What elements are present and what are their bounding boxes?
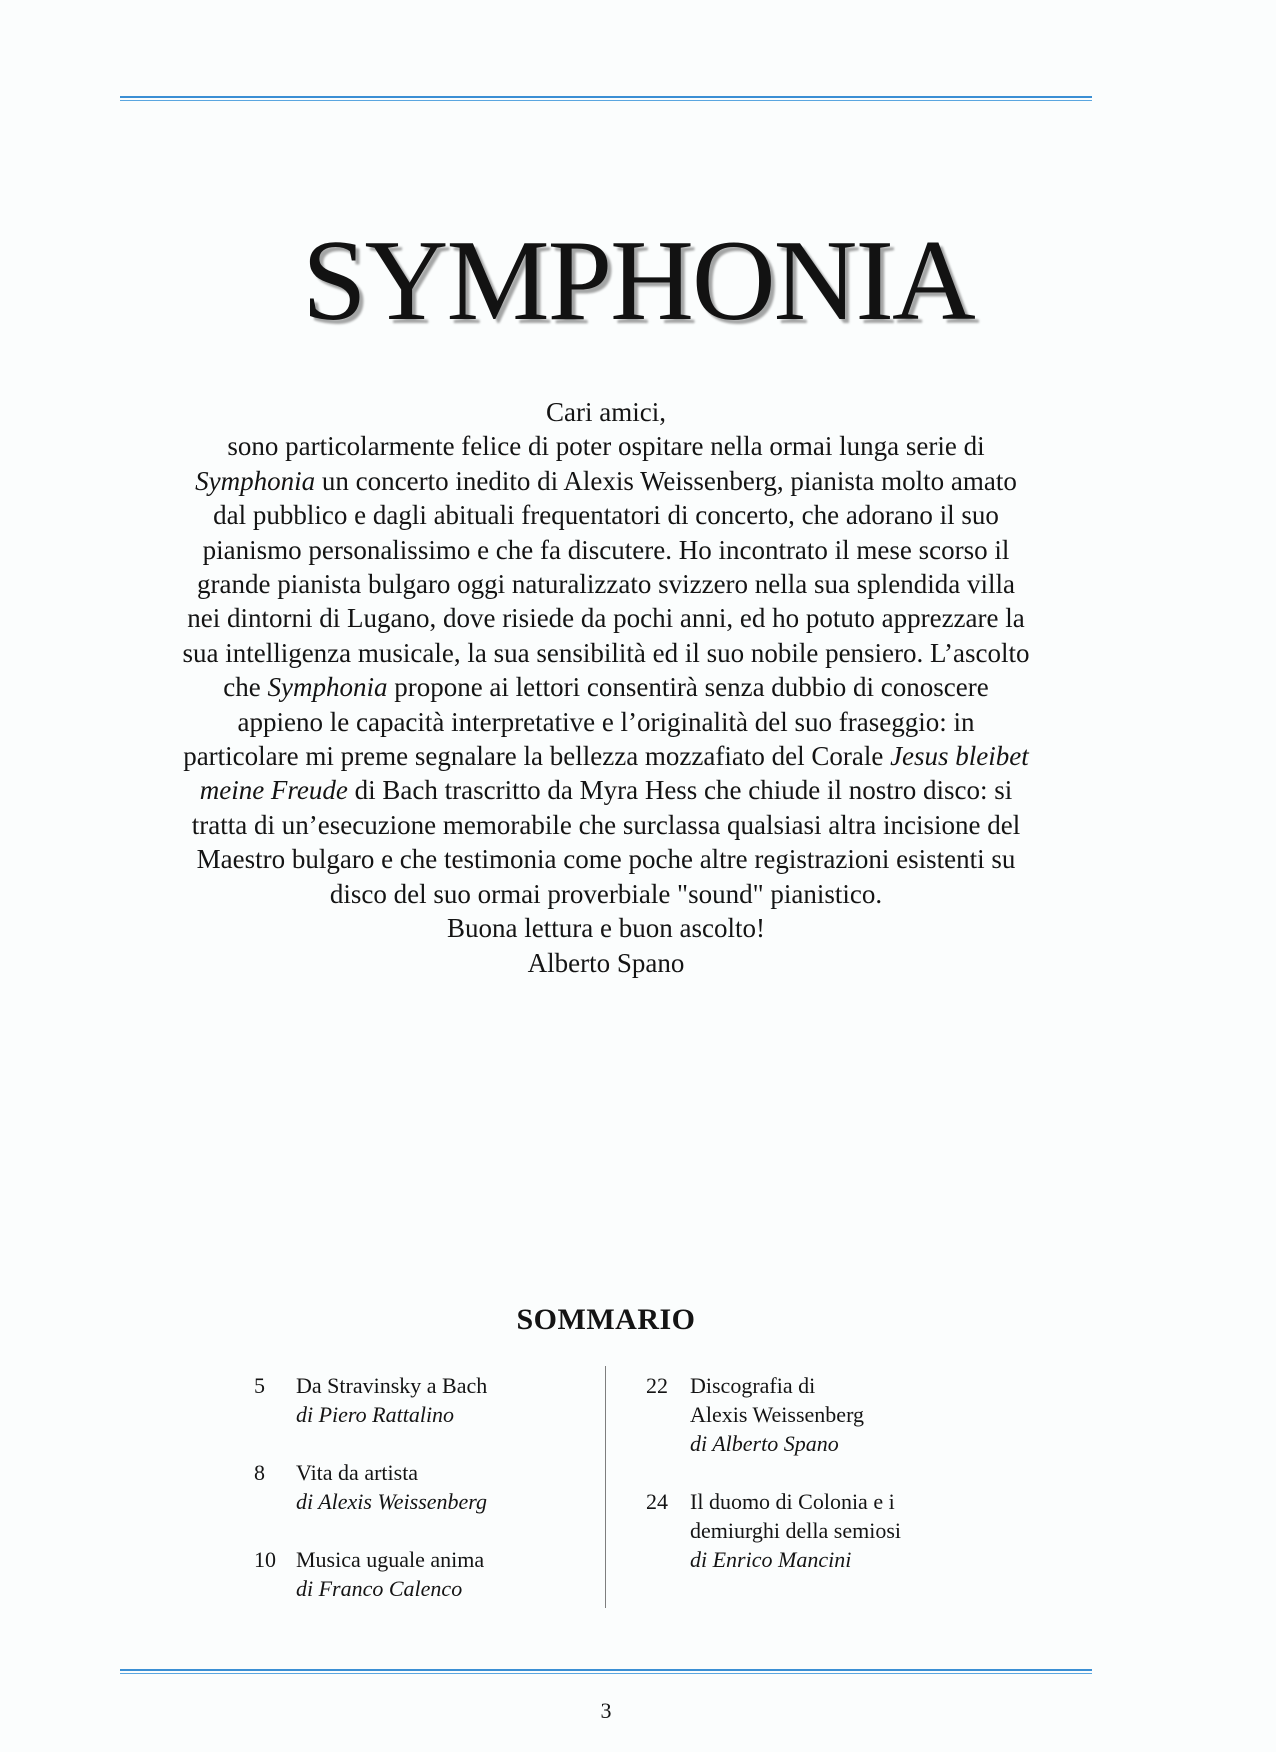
bottom-rule-line — [120, 1669, 1092, 1671]
letter-line: meine Freude di Bach trascritto da Myra Hess che chiude il nostro disco: si — [199, 775, 1013, 806]
toc-page-number: 22 — [646, 1373, 668, 1398]
letter-greeting: Cari amici, — [546, 397, 666, 427]
top-rule-line-thin — [120, 100, 1092, 101]
chorale-title: meine Freude — [199, 775, 348, 806]
masthead-title: SYMPHONIA — [302, 217, 974, 345]
letter-signature: Alberto Spano — [527, 947, 685, 978]
toc-entry-author: di Enrico Mancini — [690, 1547, 852, 1572]
toc-entry-title: Il duomo di Colonia e i — [690, 1489, 895, 1514]
toc-left-column — [252, 1371, 592, 1632]
letter-line: sono particolarmente felice di poter ospitare nella ormai lunga serie di — [227, 431, 985, 462]
letter-line: tratta di un’esecuzione memorabile che surclassa qualsiasi altra incisione del — [191, 809, 1021, 840]
toc-entry[interactable] — [252, 1371, 592, 1429]
bottom-rule — [120, 1669, 1092, 1675]
toc-entry-title: Discografia di — [690, 1373, 816, 1398]
top-rule-line — [120, 96, 1092, 98]
chorale-title: Jesus bleibet — [890, 741, 1029, 772]
toc-entry-author: di Piero Rattalino — [296, 1402, 455, 1427]
toc-entry[interactable] — [646, 1487, 946, 1574]
letter-line: disco del suo ormai proverbiale "sound" pianistico. — [329, 878, 883, 909]
toc-page-number: 8 — [254, 1460, 265, 1485]
toc-entry-title: Alexis Weissenberg — [690, 1402, 865, 1427]
bottom-rule-line-thin — [120, 1673, 1092, 1674]
letter-line: che Symphonia propone ai lettori consentirà senza dubbio di conoscere — [223, 672, 989, 703]
magazine-name: Symphonia — [267, 672, 388, 703]
letter-line: dal pubblico e dagli abituali frequentatori di concerto, che adorano il suo — [213, 500, 999, 531]
toc-entry-title: Musica uguale anima — [296, 1547, 485, 1572]
editor-letter — [124, 395, 1088, 980]
toc-title: SOMMARIO — [516, 1303, 696, 1336]
toc-entry-author: di Franco Calenco — [296, 1576, 463, 1601]
letter-line: pianismo personalissimo e che fa discutere. Ho incontrato il mese scorso il — [202, 534, 1010, 565]
toc-entry[interactable] — [252, 1458, 592, 1516]
letter-line: grande pianista bulgaro oggi naturalizzato svizzero nella sua splendida villa — [197, 569, 1015, 600]
toc-entry[interactable] — [252, 1545, 592, 1603]
letter-line: Maestro bulgaro e che testimonia come poche altre registrazioni esistenti su — [196, 844, 1016, 875]
toc-entry-title: Da Stravinsky a Bach — [296, 1373, 488, 1398]
letter-line: appieno le capacità interpretative e l’originalità del suo fraseggio: in — [237, 706, 975, 737]
toc-page-number: 24 — [646, 1489, 668, 1514]
toc-entry[interactable] — [646, 1371, 946, 1458]
top-rule — [120, 96, 1092, 102]
letter-line: Symphonia un concerto inedito di Alexis Weissenberg, pianista molto amato — [195, 465, 1017, 496]
toc-right-column — [646, 1371, 946, 1603]
toc-entry-author: di Alberto Spano — [690, 1431, 839, 1456]
toc-page-number: 5 — [254, 1373, 265, 1398]
letter-closing: Buona lettura e buon ascolto! — [447, 913, 765, 944]
toc-entry-author: di Alexis Weissenberg — [296, 1489, 488, 1514]
toc-entry-title: Vita da artista — [296, 1460, 419, 1485]
toc-entry-title: demiurghi della semiosi — [690, 1518, 902, 1543]
letter-line: nei dintorni di Lugano, dove risiede da pochi anni, ed ho potuto apprezzare la — [187, 603, 1025, 634]
toc-page-number: 10 — [254, 1547, 276, 1572]
magazine-name: Symphonia — [195, 465, 316, 496]
letter-line: sua intelligenza musicale, la sua sensibilità ed il suo nobile pensiero. L’ascolto — [182, 637, 1030, 668]
letter-line: particolare mi preme segnalare la bellezza mozzafiato del Corale Jesus bleibet — [183, 741, 1029, 772]
page-number: 3 — [600, 1698, 612, 1723]
toc-divider — [605, 1366, 606, 1608]
